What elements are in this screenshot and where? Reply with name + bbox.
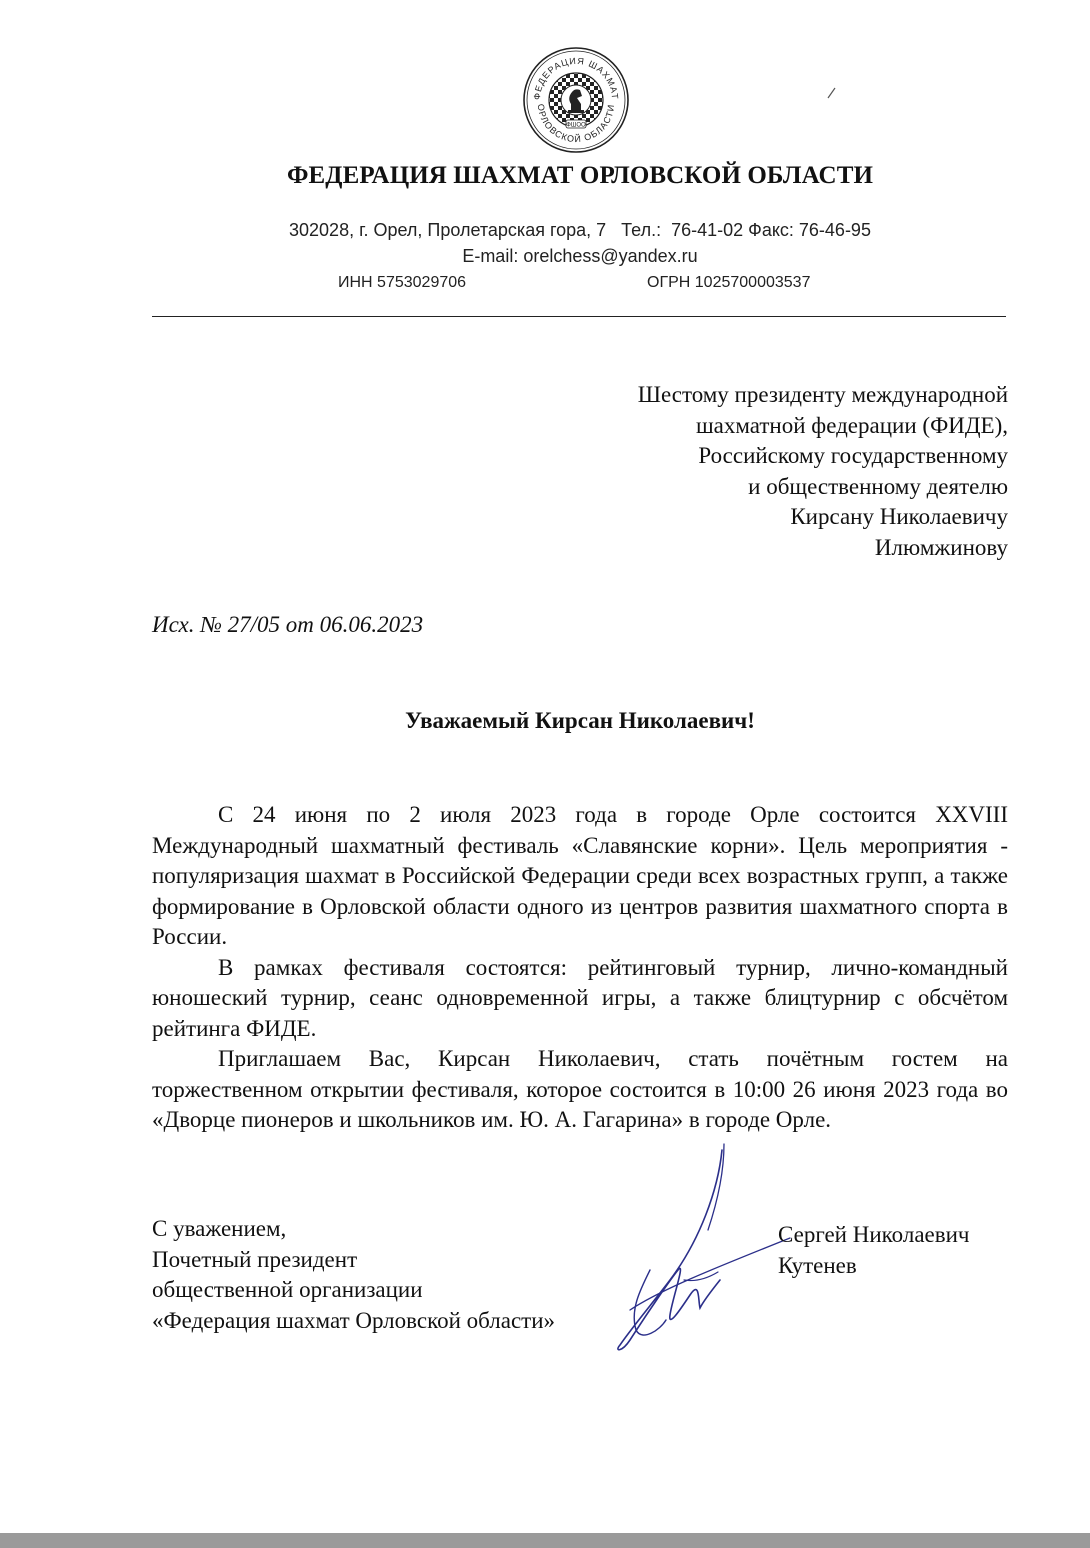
ogrn-number: ОГРН 1025700003537 xyxy=(647,274,811,291)
stray-mark-icon xyxy=(826,86,838,100)
inn-number: ИНН 5753029706 xyxy=(338,274,467,291)
body-paragraph: Приглашаем Вас, Кирсан Николаевич, стать почётным гостем на торжественном открытии фестиваля, которое состоится в 10:00 26 июня 2023 года во «Дворце пионеров и школьников им. Ю. А. Гагарина» в городе Орле. xyxy=(152,1046,1008,1132)
addressee-line: Кирсану Николаевичу xyxy=(790,504,1008,529)
addressee-line: и общественному деятелю xyxy=(748,473,1008,499)
seal-bottom-text: ОРЛОВСКОЙ ОБЛАСТИ xyxy=(535,103,617,145)
header-divider xyxy=(152,316,1006,317)
addressee-line: Шестому президенту международной xyxy=(637,382,1008,407)
body-paragraph: В рамках фестиваля состоятся: рейтинговый турнир, лично-командный юношеский турнир, сеанс одновременной игры, а также блицтурнир с обсчётом рейтинга ФИДЕ. xyxy=(152,954,1008,1041)
closing-line: С уважением, xyxy=(152,1216,287,1241)
addressee-line: Илюмжинову xyxy=(874,534,1008,560)
body-paragraph: С 24 июня по 2 июля 2023 года в городе Орле состоится XXVIII Международный шахматный фестиваль «Славянские корни». Цель мероприятия - популяризация шахмат в Российской Федерации среди всех возрастных групп, а также формирование в Орловской области одного из центров развития шахматного спорта в России. xyxy=(152,802,1008,949)
seal-badge-text: ФШОО xyxy=(566,122,586,129)
handwritten-signature-icon xyxy=(600,1130,800,1360)
signatory-name-line: Кутенев xyxy=(778,1252,857,1278)
organization-title: ФЕДЕРАЦИЯ ШАХМАТ ОРЛОВСКОЙ ОБЛАСТИ xyxy=(286,162,874,189)
closing-line: Почетный президент xyxy=(152,1246,358,1272)
seal-top-text: ФЕДЕРАЦИЯ ШАХМАТ xyxy=(531,55,621,101)
addressee-line: Российскому государственному xyxy=(698,443,1008,468)
address-phone-line: 302028, г. Орел, Пролетарская гора, 7 Тел.: 76-41-02 Факс: 76-46-95 xyxy=(289,220,871,240)
signatory-name xyxy=(778,1220,969,1281)
letter-body xyxy=(152,800,1008,1136)
addressee-block xyxy=(638,380,1008,563)
closing-line: общественной организации xyxy=(152,1277,423,1302)
outgoing-number: Исх. № 27/05 от 06.06.2023 xyxy=(152,612,424,637)
scan-bottom-edge xyxy=(0,1533,1090,1548)
salutation: Уважаемый Кирсан Николаевич! xyxy=(405,708,755,733)
federation-seal-icon xyxy=(522,46,630,154)
closing-line: «Федерация шахмат Орловской области» xyxy=(152,1307,556,1333)
addressee-line: шахматной федерации (ФИДЕ), xyxy=(695,412,1008,438)
closing-block xyxy=(152,1214,555,1336)
signatory-name-line: Сергей Николаевич xyxy=(778,1222,970,1247)
email-line: E-mail: orelchess@yandex.ru xyxy=(462,246,698,266)
